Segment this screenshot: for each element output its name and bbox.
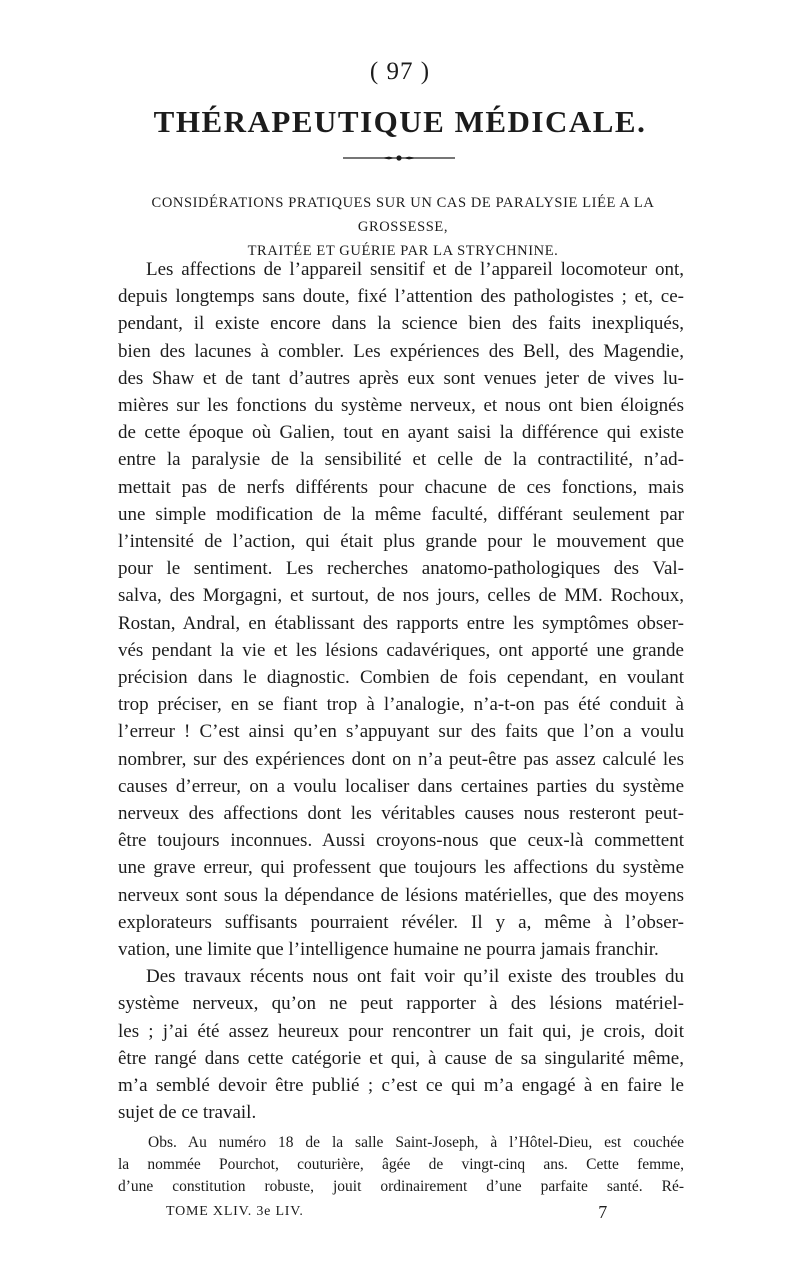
body-line: Des travaux récents nous ont fait voir qu’il existe des troubles du <box>146 966 684 988</box>
body-line: nerveux sont sous la dépendance de lésions matérielles, que des moyens <box>118 884 684 906</box>
body-line: nerveux des affections dont les véritables causes nous resteront peut- <box>118 803 684 824</box>
observation-line: la nommée Pourchot, couturière, âgée de vingt-cinq ans. Cette femme, <box>118 1156 684 1174</box>
body-line: trop préciser, en se fiant trop à l’analogie, n’a-t-on pas été conduit à <box>118 694 684 716</box>
body-line: mettait pas de nerfs différents pour chacune de ces fonctions, mais <box>118 476 684 498</box>
volume-signature: TOME XLIV. 3e LIV. <box>166 1204 304 1220</box>
body-line: m’a semblé devoir être publié ; c’est ce qui m’a engagé à en faire le <box>118 1075 684 1096</box>
body-line: entre la paralysie de la sensibilité et celle de la contractilité, n’ad- <box>118 449 684 471</box>
body-line: système nerveux, qu’on ne peut rapporter à des lésions matériel- <box>118 993 684 1015</box>
page-number: ( 97 ) <box>369 58 431 85</box>
body-line: les ; j’ai été assez heureux pour rencontrer un fait qui, je crois, doit <box>118 1020 684 1042</box>
body-line: causes d’erreur, on a voulu localiser dans certaines parties du système <box>118 775 684 797</box>
body-line: vés pendant la vie et les lésions cadavériques, ont apporté une grande <box>118 639 684 661</box>
section-title: THÉRAPEUTIQUE MÉDICALE. <box>153 104 647 139</box>
body-line: sujet de ce travail. <box>118 1102 257 1124</box>
article-title-line-2: TRAITÉE ET GUÉRIE PAR LA STRYCHNINE. <box>247 243 559 259</box>
body-line: être rangé dans cette catégorie et qui, à cause de sa singularité même, <box>118 1047 684 1069</box>
article-title-line-1: CONSIDÉRATIONS PRATIQUES SUR UN CAS DE PARALYSIE LIÉE A LA GROSSESSE, <box>151 195 655 235</box>
body-line: Les affections de l’appareil sensitif et de l’appareil locomoteur ont, <box>146 259 684 280</box>
observation-line: d’une constitution robuste, jouit ordinairement d’une parfaite santé. Ré- <box>118 1178 684 1196</box>
body-line: explorateurs suffisants pourraient révéler. Il y a, même à l’obser- <box>118 911 684 933</box>
body-line: une simple modification de la même faculté, différant seulement par <box>118 503 684 525</box>
article-title <box>120 191 686 263</box>
body-line: être toujours inconnues. Aussi croyons-nous que ceux-là commettent <box>118 830 684 852</box>
body-line: l’erreur ! C’est ainsi qu’en s’appuyant sur des faits que l’on a voulu <box>118 721 684 743</box>
body-line: mières sur les fonctions du système nerveux, et nous ont bien éloignés <box>118 395 684 416</box>
signature-mark: 7 <box>598 1202 608 1223</box>
ornament-rule-icon <box>343 152 455 164</box>
body-line: vation, une limite que l’intelligence humaine ne pourra jamais franchir. <box>118 939 659 960</box>
body-line: pour le sentiment. Les recherches anatomo-pathologiques des Val- <box>118 558 684 580</box>
observation-line: Obs. Au numéro 18 de la salle Saint-Joseph, à l’Hôtel-Dieu, est couchée <box>148 1134 684 1152</box>
body-line: salva, des Morgagni, et surtout, de nos jours, celles de MM. Rochoux, <box>118 585 684 607</box>
body-line: depuis longtemps sans doute, fixé l’attention des pathologistes ; et, ce- <box>118 286 684 308</box>
body-line: une grave erreur, qui professent que toujours les affections du système <box>118 857 684 879</box>
body-line: Rostan, Andral, en établissant des rapports entre les symptômes obser- <box>118 612 684 634</box>
body-line: précision dans le diagnostic. Combien de fois cependant, en voulant <box>118 667 684 688</box>
body-line: nombrer, sur des expériences dont on n’a peut-être pas assez calculé les <box>118 748 684 770</box>
body-line: l’intensité de l’action, qui était plus grande pour le mouvement que <box>118 531 684 552</box>
body-line: bien des lacunes à combler. Les expériences des Bell, des Magendie, <box>118 340 684 362</box>
body-line: des Shaw et de tant d’autres après eux sont venues jeter de vives lu- <box>118 367 684 389</box>
body-line: pendant, il existe encore dans la science bien des faits inexpliqués, <box>118 313 684 335</box>
body-line: de cette époque où Galien, tout en ayant saisi la différence qui existe <box>118 422 684 444</box>
page-footer <box>166 1200 616 1224</box>
